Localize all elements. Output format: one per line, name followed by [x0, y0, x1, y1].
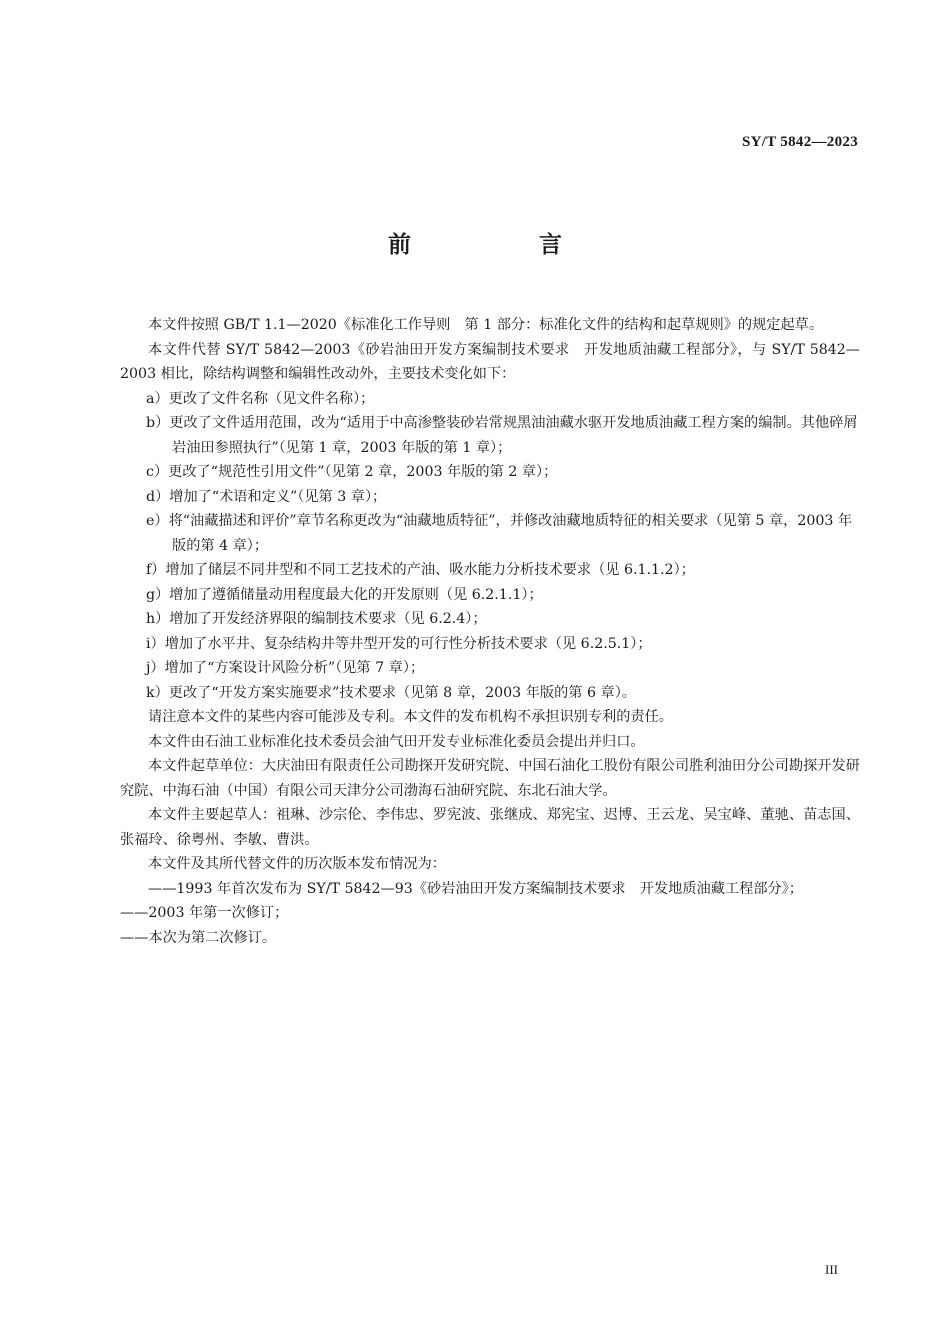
list-item: b）更改了文件适用范围，改为“适用于中高渗整装砂岩常规黑油油藏水驱开发地质油藏工程方案的编制。其他碎屑岩油田参照执行”（见第 1 章，2003 年版的第 1 章）； [146, 415, 858, 456]
list-item: g）增加了遵循储量动用程度最大化的开发原则（见 6.2.1.1）； [146, 586, 543, 603]
document-code: SY/T 5842—2023 [741, 134, 858, 150]
list-item: h）增加了开发经济界限的编制技术要求（见 6.2.4）； [146, 611, 487, 627]
page-number: III [825, 1262, 838, 1277]
list-item: f）增加了储层不同井型和不同工艺技术的产油、吸水能力分析技术要求（见 6.1.1.2）； [146, 562, 695, 578]
page-title: 前 言 [387, 232, 622, 258]
list-item: d）增加了“术语和定义”（见第 3 章）； [146, 488, 387, 505]
paragraph-replacement: 本文件代替 SY/T 5842—2003《砂岩油田开发方案编制技术要求 开发地质油藏工程部分》，与 SY/T 5842—2003 相比，除结构调整和编辑性改动外，主要技术变化如下： [120, 341, 860, 382]
paragraph-drafting-basis: 本文件按照 GB/T 1.1—2020《标准化工作导则 第 1 部分：标准化文件的结构和起草规则》的规定起草。 [148, 317, 824, 333]
paragraph-drafters: 本文件主要起草人：祖琳、沙宗伦、李伟忠、罗宪波、张继成、郑宪宝、迟博、王云龙、吴宝峰、董驰、苗志国、张福玲、徐粤州、李敏、曹洪。 [120, 807, 860, 848]
paragraph-patent-notice: 请注意本文件的某些内容可能涉及专利。本文件的发布机构不承担识别专利的责任。 [148, 709, 673, 725]
list-item: i）增加了水平井、复杂结构井等井型开发的可行性分析技术要求（见 6.2.5.1）； [146, 635, 652, 652]
list-item: c）更改了“规范性引用文件”（见第 2 章，2003 年版的第 2 章）； [146, 464, 558, 480]
list-item: e）将“油藏描述和评价”章节名称更改为“油藏地质特征”，并修改油藏地质特征的相关要求（见第 5 章，2003 年版的第 4 章）； [146, 513, 853, 554]
paragraph-proposer: 本文件由石油工业标准化技术委员会油气田开发专业标准化委员会提出并归口。 [148, 733, 645, 750]
foreword-body [120, 313, 860, 950]
paragraph-drafting-units: 本文件起草单位：大庆油田有限责任公司勘探开发研究院、中国石油化工股份有限公司胜利油田分公司勘探开发研究院、中海石油（中国）有限公司天津分公司渤海石油研究院、东北石油大学。 [120, 758, 860, 799]
history-item: ——1993 年首次发布为 SY/T 5842—93《砂岩油田开发方案编制技术要求 开发地质油藏工程部分》； [148, 880, 803, 897]
list-item: k）更改了“开发方案实施要求”技术要求（见第 8 章，2003 年版的第 6 章）。 [146, 684, 636, 701]
list-item: j）增加了“方案设计风险分析”（见第 7 章）； [146, 660, 425, 676]
list-item: a）更改了文件名称（见文件名称）； [146, 390, 375, 407]
history-item: ——本次为第二次修订。 [120, 929, 277, 946]
history-item: ——2003 年第一次修订； [120, 905, 289, 921]
paragraph-history-intro: 本文件及其所代替文件的历次版本发布情况为： [148, 856, 446, 872]
